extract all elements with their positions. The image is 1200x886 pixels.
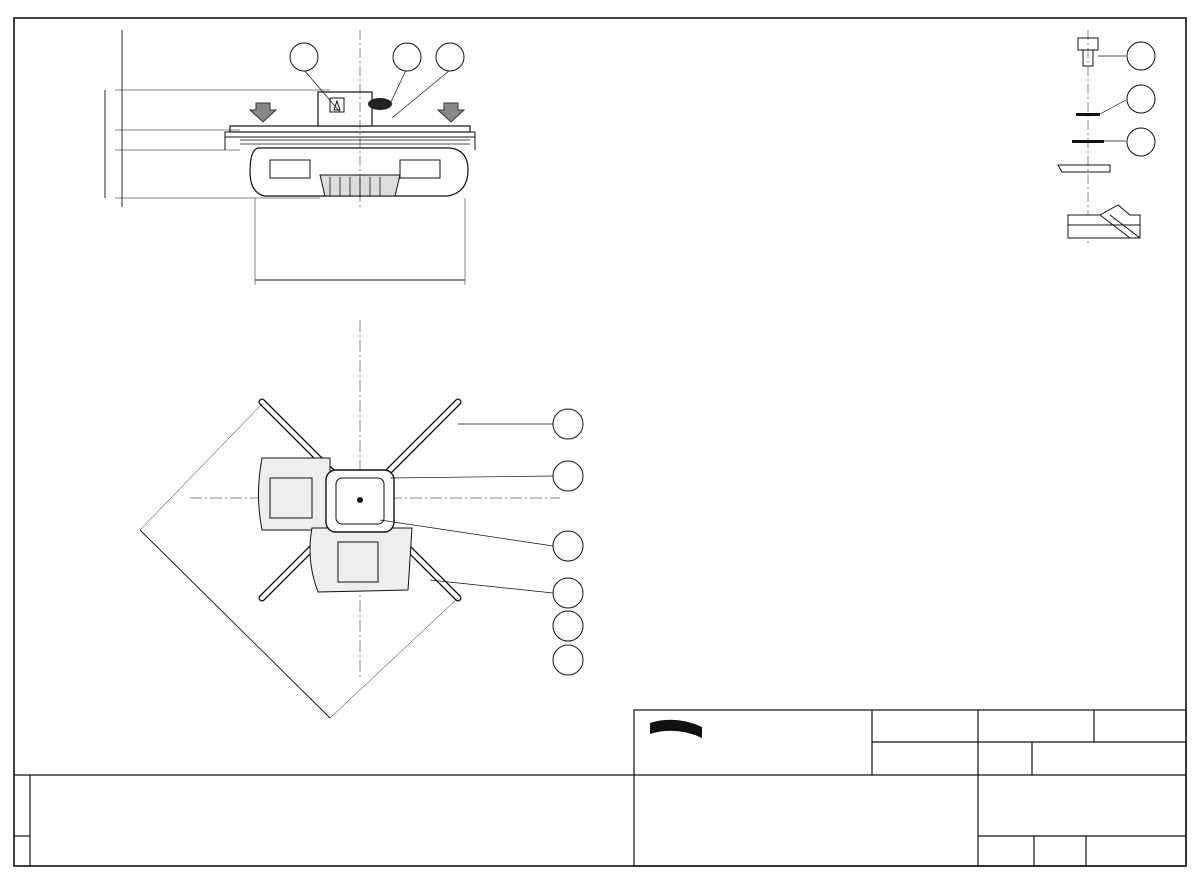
fixing-detail (1058, 30, 1155, 245)
nicotra-logo (650, 720, 702, 738)
callout-3 (553, 611, 583, 641)
side-view (105, 30, 475, 285)
front-view (140, 320, 583, 718)
callout-12 (553, 461, 583, 491)
drawing-frame (14, 18, 1186, 866)
callout-6 (1127, 128, 1155, 156)
callout-4 (553, 645, 583, 675)
callout-9 (290, 43, 318, 71)
callout-5 (553, 409, 583, 439)
callout-8 (1127, 42, 1155, 70)
callout-11 (436, 43, 464, 71)
callout-7 (1127, 85, 1155, 113)
callout-10 (393, 43, 421, 71)
title-block (14, 710, 1186, 866)
callout-1 (553, 531, 583, 561)
callout-2 (553, 578, 583, 608)
